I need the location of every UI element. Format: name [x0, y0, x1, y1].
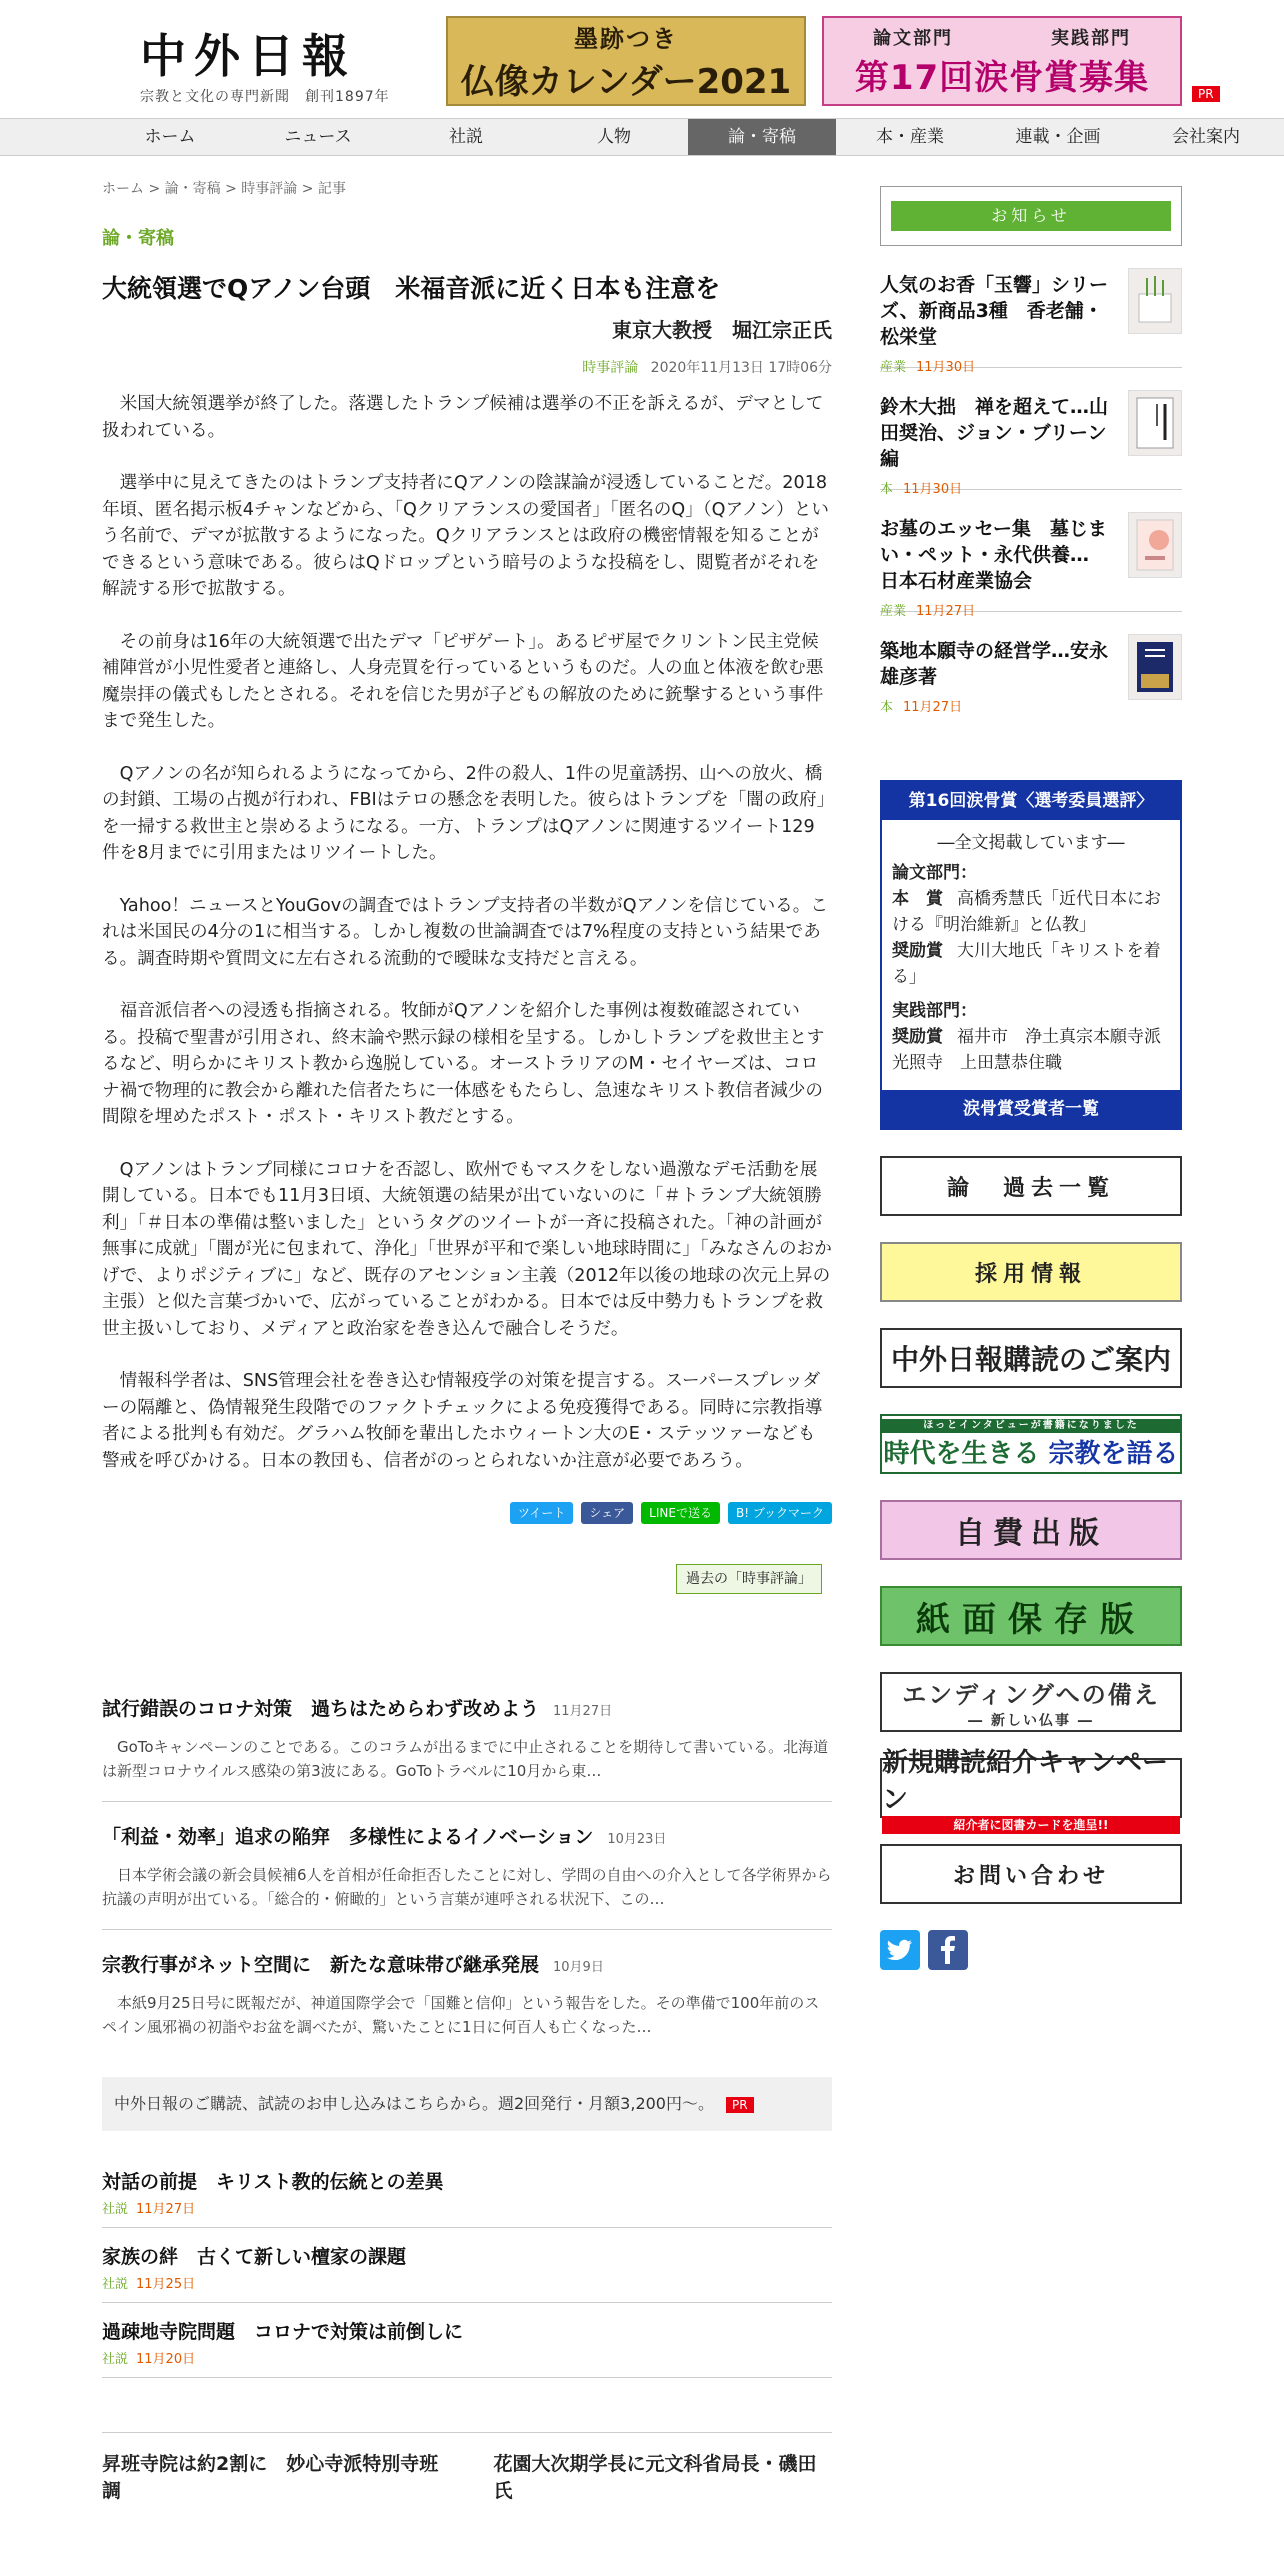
logo-tagline: 宗教と文化の専門新聞 創刊1897年 [140, 89, 390, 105]
share-buttons [102, 1502, 832, 1524]
editorial-item[interactable] [102, 2228, 832, 2303]
facebook-icon[interactable] [928, 1930, 968, 1970]
archive-edition-banner[interactable]: 紙面保存版 [880, 1586, 1182, 1646]
book-promo-banner[interactable] [880, 1414, 1182, 1474]
subscription-guide-banner[interactable]: 中外日報購読のご案内 [880, 1328, 1182, 1388]
line-share-button[interactable]: LINEで送る [641, 1502, 720, 1524]
sidebar [880, 156, 1182, 1970]
editorial-title[interactable]: 家族の絆 古くて新しい檀家の課題 [102, 2246, 407, 2268]
ending-prep-banner[interactable] [880, 1672, 1182, 1732]
pr-badge: PR [1192, 86, 1220, 102]
sidebar-news-item[interactable] [880, 612, 1182, 734]
twitter-icon[interactable] [880, 1930, 920, 1970]
related-article-title[interactable]: 宗教行事がネット空間に 新たな意味帯び継承発展 [102, 1954, 540, 1976]
related-article[interactable] [102, 1930, 832, 2057]
breadcrumb[interactable]: ホーム > 論・寄稿 > 時事評論 > 記事 [102, 181, 346, 197]
editorial-category: 社説 [102, 2202, 129, 2217]
ending-prep-banner-subtitle: ― 新しい仏事 ― [968, 1712, 1094, 1729]
tsukiji-book-thumbnail[interactable] [1128, 634, 1182, 700]
bottom-headlines [102, 2432, 832, 2503]
article-paragraph: 福音派信者への浸透も指摘される。牧師がQアノンを紹介した事例は複数確認されている。投稿で聖書が引用され、終末論や黙示録の様相を呈する。しかしトランプを救世主とするなど、明らかにキリスト教から逸脱している。オーストラリアのM・セイヤーズは、コロナ禍で物理的に教会から離れた信者たちに一体感をもたらし、急速なキリスト教信者減少の間隙を埋めたポスト・ポスト・キリスト教だとする。 [102, 1001, 825, 1127]
book-cover-thumbnail[interactable] [1128, 390, 1182, 456]
related-article[interactable] [102, 1802, 832, 1930]
article-paragraph: Yahoo！ニュースとYouGovの調査ではトランプ支持者の半数がQアノンを信じている。これは米国民の4分の1に相当する。しかし複数の世論調査では7%程度の支持という結果である。調査時期や質問文に左右される流動的で曖昧な支持だと言える。 [102, 895, 828, 969]
article-meta-category[interactable]: 時事評論 [582, 360, 639, 376]
award-recruit-banner-section-paper: 論文部門 [873, 27, 953, 49]
award-section-paper: 論文部門： [892, 863, 977, 883]
article-title: 大統領選でQアノン台頭 米福音派に近く日本も注意を [102, 274, 721, 303]
related-article-date: 10月9日 [553, 1960, 604, 1975]
sidebar-news-title[interactable]: お墓のエッセー集 墓じまい・ペット・永代供養… 日本石材産業協会 [880, 518, 1109, 592]
award-recruit-banner[interactable] [822, 16, 1182, 106]
notice-box [880, 186, 1182, 246]
award-box-header[interactable]: 第16回涙骨賞〈選考委員選評〉 [882, 782, 1180, 820]
nav-item-editorial[interactable]: 社説 [449, 127, 483, 147]
contact-banner[interactable]: お問い合わせ [880, 1844, 1182, 1904]
book-promo-banner-top: ほっとインタビューが書籍になりました [882, 1419, 1180, 1433]
sidebar-news-date: 11月30日 [916, 360, 976, 375]
related-article[interactable] [102, 1674, 832, 1802]
nav-item-company[interactable]: 会社案内 [1172, 127, 1240, 147]
award-row-label: 奨励賞 [892, 1027, 943, 1047]
article-paragraph: Qアノンの名が知られるようになってから、2件の殺人、1件の児童誘拐、山への放火、橋の封鎖、工場の占拠が行われ、FBIはテロの懸念を表明した。彼らはトランプを「闇の政府」を一掃する救世主と崇めるようになる。一方、トランプはQアノンに関連するツイート129件を8月までに引用またはリツイートした。 [102, 763, 826, 863]
book-promo-banner-title-a: 時代を生きる [883, 1438, 1040, 1469]
related-article-title[interactable]: 「利益・効率」追求の陥穽 多様性によるイノベーション [102, 1826, 594, 1848]
article-paragraph: Qアノンはトランプ同様にコロナを否認し、欧州でもマスクをしない過激なデモ活動を展開している。日本でも11月3日頃、大統領選の結果が出ていないのに「＃トランプ大統領勝利」「＃日本の準備は整いました」というタグのツイートが一斉に投稿された。「神の計画が無事に成就」「闇が光に包まれて、浄化」「世界が平和で楽しい地球時間に」「みなさんのおかげで、よりポジティブに」など、既存のアセンション主義（2012年以後の地球の次元上昇の主張）と似た言葉づかいで、広がっていることがわかる。日本では反中勢力もトランプを救世主扱いしており、メディアと政治家を巻き込んで融合しそうだ。 [102, 1159, 832, 1339]
sidebar-news-category: 本 [880, 482, 894, 497]
main-nav [0, 118, 1284, 156]
editorial-date: 11月27日 [136, 2202, 196, 2217]
calendar-banner-line1: 墨跡つき [574, 25, 678, 53]
award-row[interactable] [892, 886, 1170, 938]
nav-item-people[interactable]: 人物 [597, 127, 631, 147]
referral-campaign-subtitle: 紹介者に図書カードを進呈!! [882, 1816, 1180, 1834]
nav-item-news[interactable]: ニュース [284, 127, 352, 147]
award-winners-list-button[interactable]: 涙骨賞受賞者一覧 [882, 1090, 1180, 1128]
related-article-summary: 日本学術会議の新会員候補6人を首相が任命拒否したことに対し、学問の自由への介入として各学術界から抗議の声明が出ている。「総合的・俯瞰的」という言葉が連呼される状況下、この… [102, 1866, 832, 1908]
article-paragraph: 選挙中に見えてきたのはトランプ支持者にQアノンの陰謀論が浸透していることだ。2018年頃、匿名掲示板4チャンなどから、「Qクリアランスの愛国者」「匿名のQ」（Qアノン）という名前で、デマが拡散するようになった。Qクリアランスとは政府の機密情報を知ることができるという意味である。彼らはQドロップという暗号のような投稿をし、閲覧者がそれを解読する形で拡散する。 [102, 473, 829, 599]
site-logo[interactable] [140, 30, 410, 106]
award-box-body [882, 820, 1180, 1080]
nav-item-books-industry[interactable]: 本・産業 [876, 127, 944, 147]
award-section-practice: 実践部門： [892, 1001, 977, 1021]
sidebar-news-date: 11月30日 [903, 482, 963, 497]
nav-item-opinion[interactable]: 論・寄稿 [688, 119, 836, 155]
article-paragraph: 情報科学者は、SNS管理会社を巻き込む情報疫学の対策を提言する。スーパースプレッダーの隔離と、偽情報発生段階でのファクトチェックによる免疫獲得である。同時に宗教指導者による批判も有効だ。グラハム牧師を輩出したホウィートン大のE・ステッツァーなども警戒を呼びかける。日本の教団も、信者がのっとられないか注意が必要であろう。 [102, 1371, 823, 1471]
past-column-button[interactable]: 過去の「時事評論」 [676, 1564, 822, 1594]
subscribe-promo[interactable] [102, 2077, 832, 2131]
bottom-headline[interactable]: 花園大次期学長に元文科省局長・磯田氏 [493, 2453, 817, 2502]
calendar-banner[interactable] [446, 16, 806, 106]
main-content [102, 156, 832, 2503]
related-articles [102, 1674, 832, 2057]
pr-badge: PR [726, 2097, 754, 2113]
nav-item-series[interactable]: 連載・企画 [1015, 127, 1101, 147]
self-publishing-banner[interactable]: 自費出版 [880, 1500, 1182, 1560]
opinion-archive-banner[interactable]: 論 過去一覧 [880, 1156, 1182, 1216]
award-recruit-banner-sections [824, 24, 1180, 50]
article-paragraph: 米国大統領選挙が終了した。落選したトランプ候補は選挙の不正を訴えるが、デマとして扱われている。 [102, 394, 824, 441]
sidebar-news-date: 11月27日 [916, 604, 976, 619]
site-header [0, 0, 1284, 118]
referral-campaign-title: 新規購読紹介キャンペーン [882, 1748, 1169, 1815]
sidebar-news-title[interactable]: 人気のお香「玉響」シリーズ、新商品3種 香老舗・松栄堂 [880, 274, 1109, 348]
incense-product-thumbnail[interactable] [1128, 268, 1182, 334]
award-row[interactable] [892, 1024, 1170, 1076]
logo-text: 中外日報 [140, 29, 356, 83]
ending-prep-banner-title: エンディングへの備え [902, 1680, 1160, 1709]
article-meta [102, 357, 832, 377]
related-article-date: 11月27日 [553, 1704, 613, 1719]
editorial-date: 11月25日 [136, 2277, 196, 2292]
related-article-date: 10月23日 [607, 1832, 667, 1847]
editorial-date: 11月20日 [136, 2352, 196, 2367]
sidebar-news-item[interactable] [880, 246, 1182, 375]
related-article-summary: GoToキャンペーンのことである。このコラムが出るまでに中止されることを期待して書いている。北海道は新型コロナウイルス感染の第3波にある。GoToトラベルに10月から東… [102, 1738, 829, 1780]
award-row-text: 高橋秀慧氏「近代日本における『明治維新』と仏教」 [892, 889, 1161, 935]
award-row-label: 奨励賞 [892, 941, 943, 961]
sidebar-news-category: 産業 [880, 360, 907, 375]
facebook-share-button[interactable]: シェア [581, 1502, 633, 1524]
sidebar-news-title[interactable]: 築地本願寺の経営学…安永雄彦著 [880, 640, 1109, 688]
bottom-headline[interactable]: 昇班寺院は約2割に 妙心寺派特別寺班調 [102, 2453, 439, 2502]
sidebar-news-item[interactable] [880, 490, 1182, 619]
editorial-item[interactable] [102, 2153, 832, 2228]
article-author: 東京大教授 堀江宗正氏 [612, 318, 832, 342]
sidebar-news-category: 産業 [880, 604, 907, 619]
editorial-category: 社説 [102, 2352, 129, 2367]
award-recruit-banner-title: 第17回涙骨賞募集 [854, 57, 1150, 98]
sidebar-news-date: 11月27日 [903, 700, 963, 715]
sidebar-news-item[interactable] [880, 368, 1182, 497]
hatena-bookmark-button[interactable]: B! ブックマーク [728, 1502, 832, 1524]
award-row[interactable] [892, 938, 1170, 990]
essay-book-thumbnail[interactable] [1128, 512, 1182, 578]
sns-links [880, 1930, 1182, 1970]
award-row-label: 本 賞 [892, 889, 943, 909]
sidebar-news-category: 本 [880, 700, 894, 715]
book-promo-banner-title-b: 宗教を語る [1048, 1438, 1179, 1469]
article-category: 論・寄稿 [102, 228, 174, 249]
subscribe-promo-text: 中外日報のご購読、試読のお申し込みはこちらから。週2回発行・月額3,200円〜。 [114, 2094, 714, 2113]
related-article-title[interactable]: 試行錯誤のコロナ対策 過ちはためらわず改めよう [102, 1698, 540, 1720]
book-promo-banner-title [883, 1433, 1178, 1470]
nav-item-home[interactable]: ホーム [144, 127, 196, 147]
related-article-summary: 本紙9月25日号に既報だが、神道国際学会で「国難と信仰」という報告をした。その準備で100年前のスペイン風邪禍の初詣やお盆を調べたが、驚いたことに1日に何百人も亡くなった… [102, 1994, 820, 2036]
article-paragraph: その前身は16年の大統領選で出たデマ「ピザゲート」。あるピザ屋でクリントン民主党候補陣営が小児性愛者と連絡し、人身売買を行っているというものだ。人の血と体液を飲む悪魔崇拝の儀式もしたとされる。それを信じた男が子どもの解放のために銃撃するという事件まで発生した。 [102, 631, 824, 731]
editorial-category: 社説 [102, 2277, 129, 2292]
tweet-button[interactable]: ツイート [510, 1502, 573, 1524]
recruitment-banner[interactable]: 採用情報 [880, 1242, 1182, 1302]
editorial-title[interactable]: 過疎地寺院問題 コロナで対策は前倒しに [102, 2321, 464, 2343]
editorial-list [102, 2153, 832, 2378]
award-row-text: 大川大地氏「キリストを着る」 [892, 941, 1161, 987]
award-row-text: 福井市 浄土真宗本願寺派光照寺 上田慧恭住職 [892, 1027, 1161, 1073]
award-box [880, 780, 1182, 1130]
referral-campaign-banner[interactable] [880, 1748, 1182, 1832]
article-date: 2020年11月13日 17時06分 [650, 360, 832, 376]
notice-button[interactable]: お知らせ [891, 201, 1171, 231]
calendar-banner-line2: 仏像カレンダー2021 [460, 62, 792, 102]
award-recruit-banner-section-practice: 実践部門 [1051, 27, 1131, 49]
award-box-subtitle: ―全文掲載しています― [937, 833, 1125, 853]
editorial-title[interactable]: 対話の前提 キリスト教的伝統との差異 [102, 2171, 444, 2193]
article-body [102, 391, 832, 1474]
sidebar-news-title[interactable]: 鈴木大拙 禅を超えて…山田奨治、ジョン・ブリーン編 [880, 396, 1109, 470]
editorial-item[interactable] [102, 2303, 832, 2378]
